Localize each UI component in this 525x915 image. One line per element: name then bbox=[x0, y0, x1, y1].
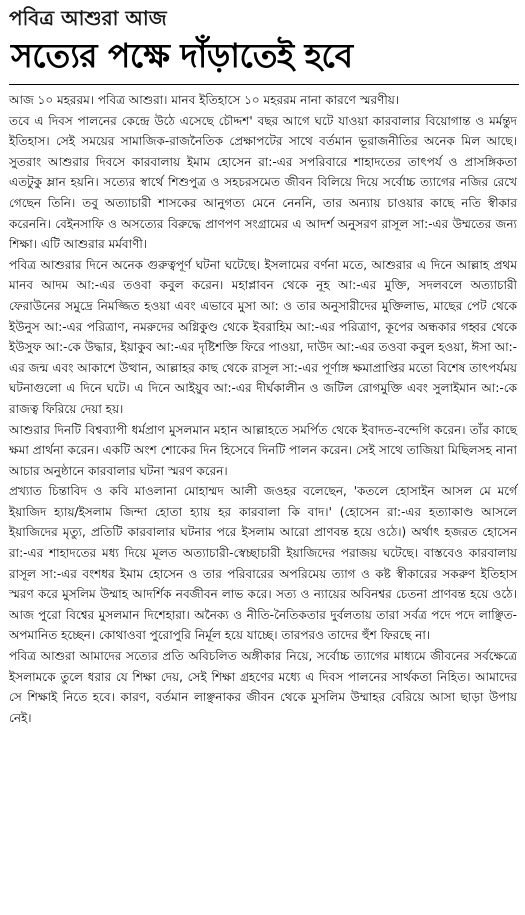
paragraph-karbala: তবে এ দিবস পালনের কেন্দ্রে উঠে এসেছে চৌদ্দশ' বছর আগে ঘটে যাওয়া কারবালার বিয়োগান্ত ও মর্মন্তুদ ইতিহাস। সেই সময়ের সামাজিক-রাজনৈতিক প্রেক্ষাপটের সাথে বর্তমান ভূরাজনীতির অনেক মিল আছে। সুতরাং আশুরার দিবসে কারবালায় ইমাম হোসেন রা:-এর সপরিবারে শাহাদতের তাৎপর্য ও প্রাসঙ্গিকতা এতটুকু ম্লান হয়নি। সত্যের স্বার্থে শিশুপুত্র ও সহচরসমেত জীবন বিলিয়ে দিয়ে সর্বোচ্চ ত্যাগের নজির রেখে গেছেন তিনি। তবু অত্যাচারী শাসকের আনুগত্য মেনে নেননি, তার অন্যায় চাওয়ার কাছে নতি স্বীকার করেননি। বেইনসাফি ও অসত্যের বিরুদ্ধে প্রাণপণ সংগ্রামের এ আদর্শ অনুসরণ রাসূল সা:-এর উম্মতের জন্য শিক্ষা। এটি আশুরার মর্মবাণী। bbox=[9, 113, 518, 252]
article-kicker: পবিত্র আশুরা আজ bbox=[9, 6, 167, 30]
headline-divider bbox=[9, 84, 519, 85]
article-headline: সত্যের পক্ষে দাঁড়াতেই হবে bbox=[11, 36, 353, 75]
article-body bbox=[9, 90, 517, 728]
paragraph-intro: আজ ১০ মহররম। পবিত্র আশুরা। মানব ইতিহাসে ১০ মহররম নানা কারণে স্মরণীয়। bbox=[9, 93, 400, 107]
paragraph-conclusion: পবিত্র আশুরা আমাদের সত্যের প্রতি অবিচলিত অঙ্গীকার নিয়ে, সর্বোচ্চ ত্যাগের মাধ্যমে জীবনের সর্বক্ষেত্রে ইসলামকে তুলে ধরার যে শিক্ষা দেয়, সেই শিক্ষা গ্রহণের মধ্যে এ দিবস পালনের সার্থকতা নিহিত। আমাদের সে শিক্ষাই নিতে হবে। কারণ, বর্তমান লাঞ্ছনাকর জীবন থেকে মুসলিম উম্মাহর বেরিয়ে আসা ছাড়া উপায় নেই। bbox=[9, 649, 517, 725]
paragraph-observance: আশুরার দিনটি বিশ্বব্যাপী ধর্মপ্রাণ মুসলমান মহান আল্লাহতে সমর্পিত থেকে ইবাদত-বন্দেগি করেন। তাঁর কাছে ক্ষমা প্রার্থনা করেন। একটি অংশ শোকের দিন হিসেবে দিনটি পালন করেন। সেই সাথে তাজিয়া মিছিলসহ নানা আচার অনুষ্ঠানে কারবালার ঘটনা স্মরণ করেন। bbox=[9, 422, 517, 478]
paragraph-events: পবিত্র আশুরার দিনে অনেক গুরুত্বপূর্ণ ঘটনা ঘটেছে। ইসলামের বর্ণনা মতে, আশুরার এ দিনে আল্লাহ প্রথম মানব আদম আ:-এর তওবা কবুল করেন। মহাপ্লাবন থেকে নূহ আ:-এর মুক্তি, সদলবলে অত্যাচারী ফেরাউনের সমুদ্রে নিমজ্জিত হওয়া এবং এভাবে মুসা আ: ও তার অনুসারীদের মুক্তিলাভ, মাছের পেট থেকে ইউনুস আ:-এর পরিত্রাণ, নমরুদের অগ্নিকুণ্ড থেকে ইবরাহিম আ:-এর পরিত্রাণ, কূপের অন্ধকার গহ্বর থেকে ইউসুফ আ:-কে উদ্ধার, ইয়াকুব আ:-এর দৃষ্টিশক্তি ফিরে পাওয়া, দাউদ আ:-এর তওবা কবুল হওয়া, ঈসা আ:-এর জন্ম এবং আকাশে উত্থান, আল্লাহর কাছ থেকে রাসূল সা:-এর পূর্ণাঙ্গ ক্ষমাপ্রাপ্তির মতো বিশেষ তাৎপর্যময় ঘটনাগুলো এ দিনে ঘটে। এ দিনে আইয়ুব আ:-এর দীর্ঘকালীন ও জটিল রোগমুক্তি এবং সুলাইমান আ:-কে রাজত্ব ফিরিয়ে দেয়া হয়। bbox=[9, 257, 517, 416]
paragraph-quote: প্রখ্যাত চিন্তাবিদ ও কবি মাওলানা মোহাম্মদ আলী জওহর বলেছেন, 'কতলে হোসাইন আসল মে মর্গে ইয়াজিদ হ্যায়/ইসলাম জিন্দা হোতা হ্যায় হর কারবালা কি বাদ।' (হোসেন রা:-এর হত্যাকাণ্ড আসলে ইয়াজিদের মৃত্যু, প্রতিটি কারবালার ঘটনার পরে ইসলাম আরো প্রাণবন্ত হয়ে ওঠে।) অর্থাৎ হজরত হোসেন রা:-এর শাহাদতের মধ্য দিয়ে মূলত অত্যাচারী-স্বেচ্ছাচারী ইয়াজিদের পরাজয় ঘটেছে। বাস্তবেও কারবালায় রাসূল সা:-এর বংশধর ইমাম হোসেন ও তার পরিবারের অপরিমেয় ত্যাগ ও কষ্ট স্বীকারের সকরুণ ইতিহাস স্মরণ করে মুসলিম উম্মাহ আদর্শিক নবজীবন লাভ করে। সত্য ও ন্যায়ের অবিনশ্বর চেতনা প্রাণবন্ত হয়ে ওঠে। আজ পুরো বিশ্বের মুসলমান দিশেহারা। অনৈক্য ও নীতি-নৈতিকতার দুর্বলতায় তারা সর্বত্র পদে পদে লাঞ্ছিত-অপমানিত হচ্ছেন। কোথাওবা পুরোপুরি নির্মূল হয়ে যাচ্ছে। তারপরও তাদের হুঁশ ফিরছে না। bbox=[9, 484, 517, 643]
